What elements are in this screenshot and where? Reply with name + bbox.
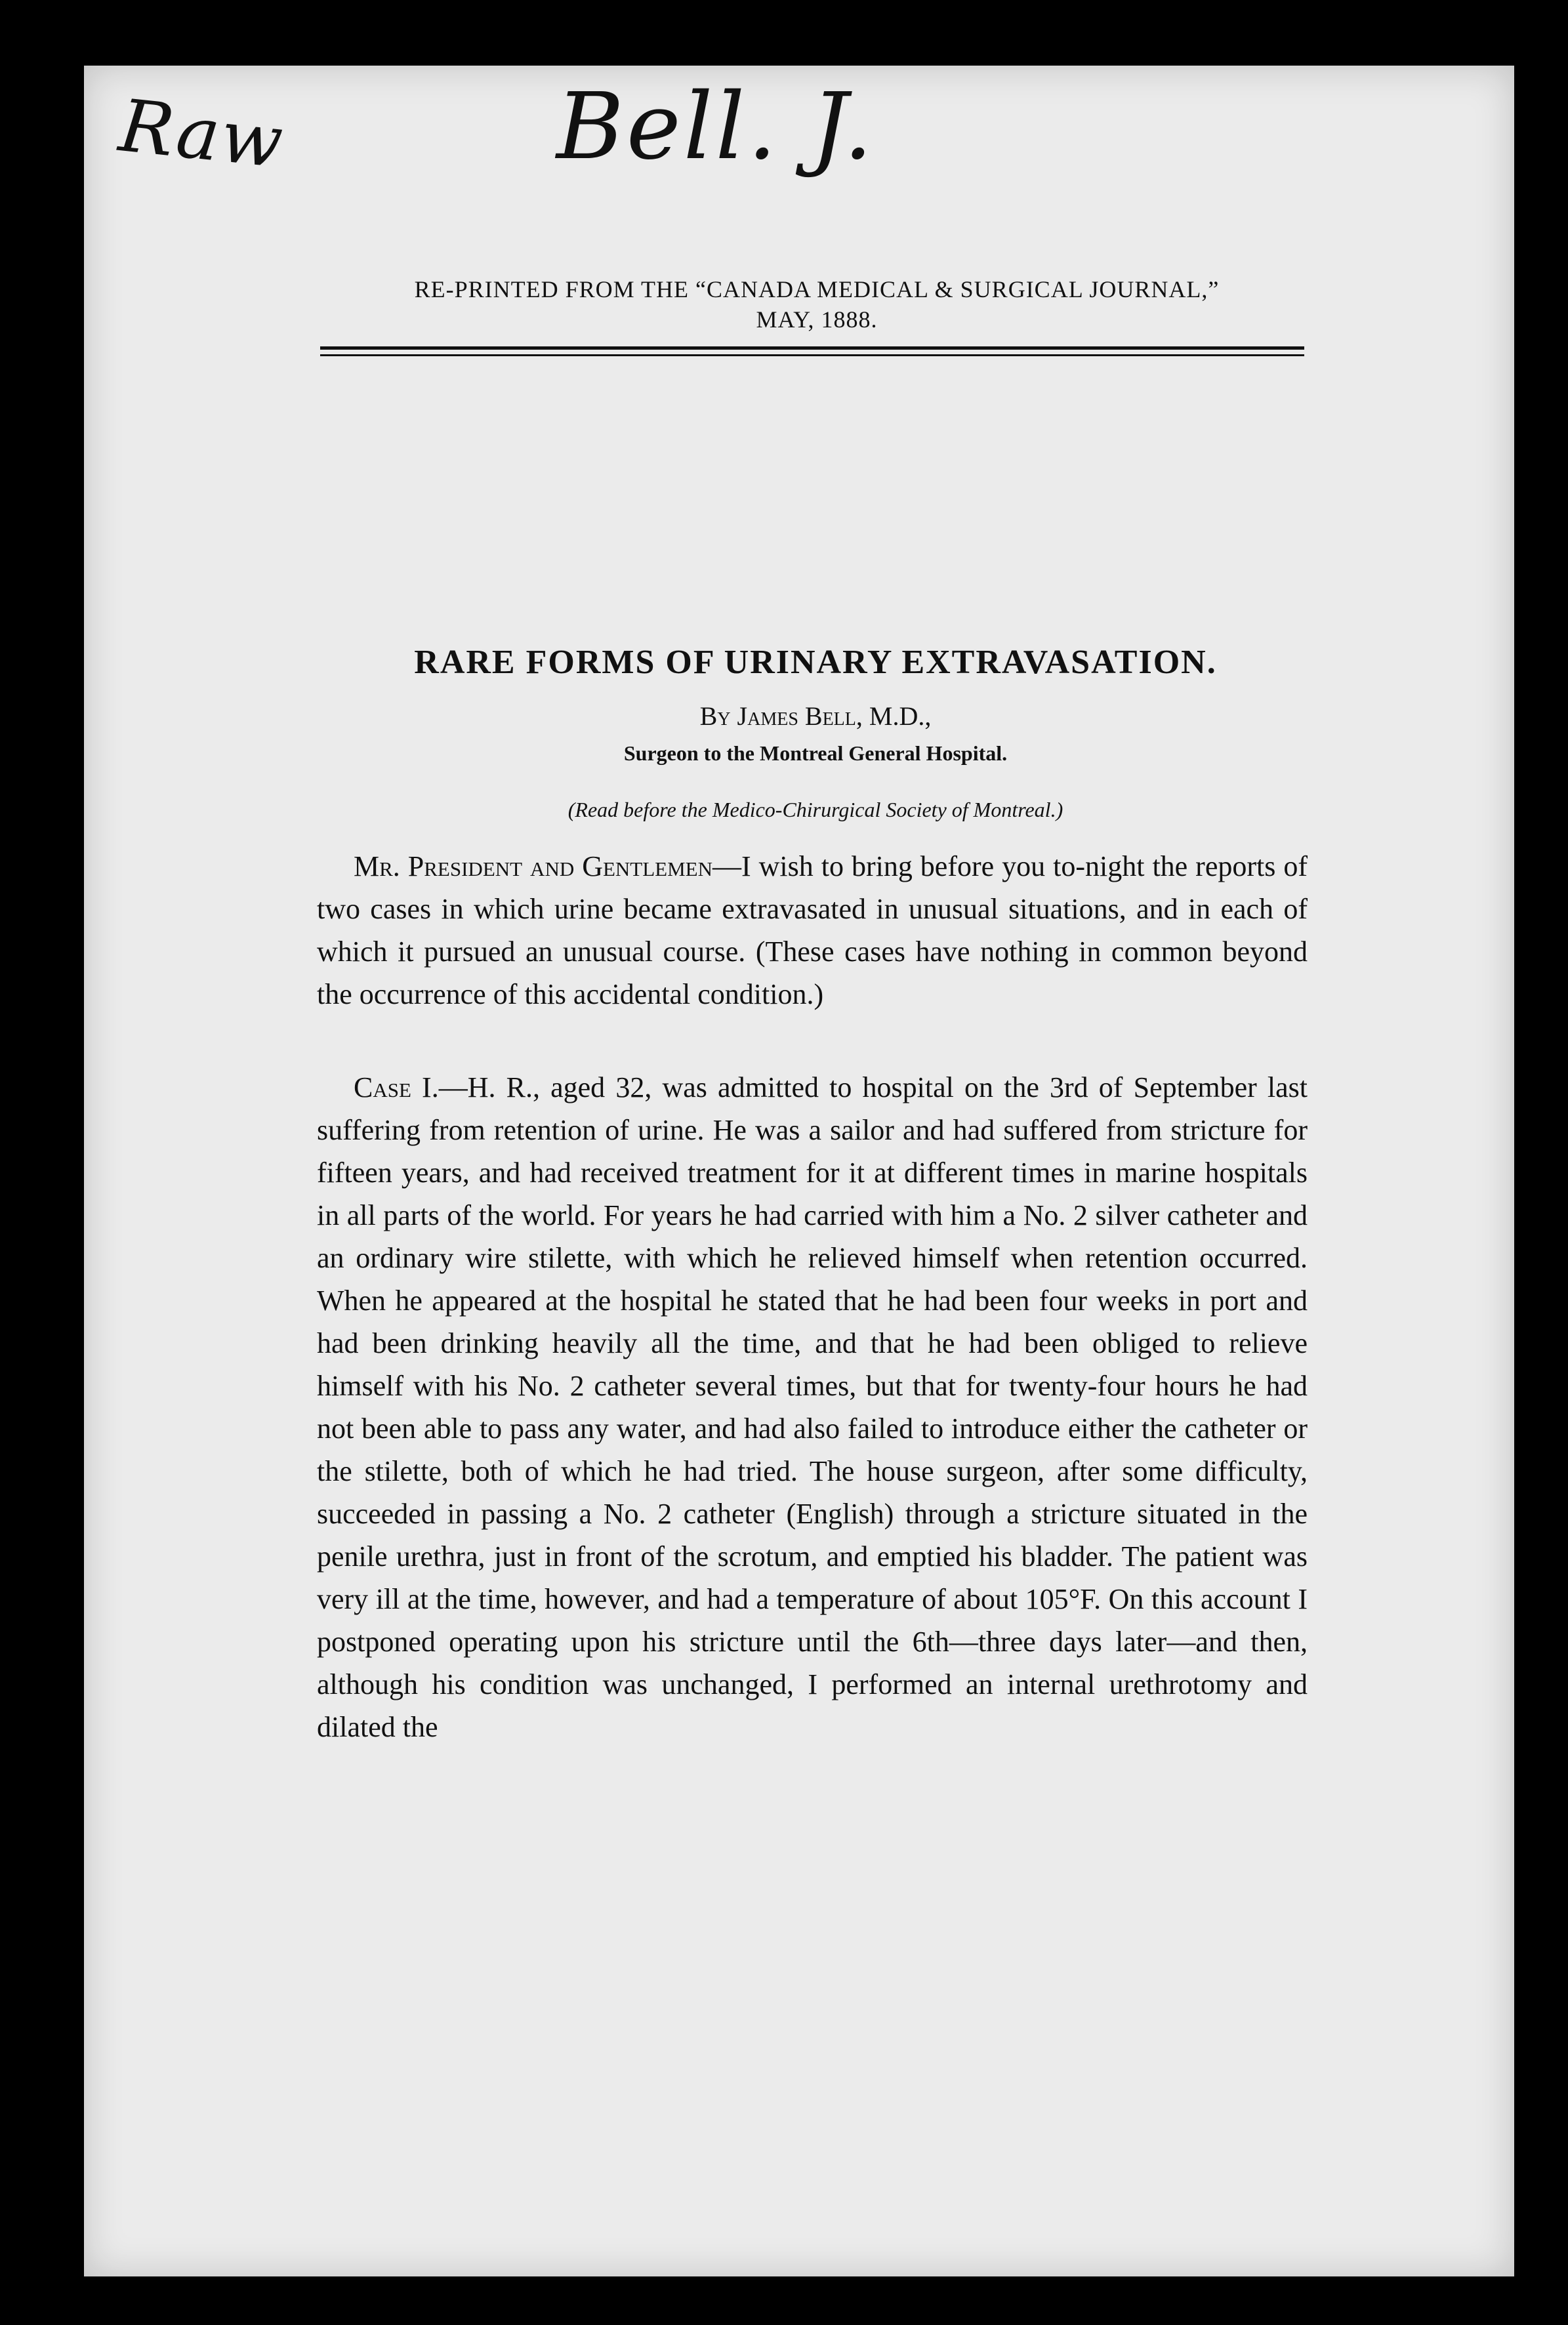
- paragraph-case-one: [317, 1066, 1308, 1748]
- paragraph-introduction-text: —I wish to bring before you to-night the reports of two cases in which urine became extravasated in unusual situations, and in each of which it pursued an unusual course. (These cases have nothing in common beyond the occurrence of this accidental condition.): [317, 850, 1308, 1010]
- reprint-date-line: MAY, 1888.: [756, 306, 878, 333]
- read-before-note: (Read before the Medico-Chirurgical Society of Montreal.): [567, 798, 1063, 821]
- salutation: Mr. President and Gentlemen: [354, 850, 712, 882]
- handwritten-annotation-left: Raw: [115, 83, 289, 184]
- header-rule-thin: [320, 354, 1304, 356]
- article-title: RARE FORMS OF URINARY EXTRAVASATION.: [414, 644, 1217, 681]
- document-page: [84, 66, 1514, 2276]
- author-affiliation: Surgeon to the Montreal General Hospital.: [623, 741, 1008, 765]
- case-heading: Case I.: [354, 1071, 439, 1103]
- paragraph-introduction: [317, 845, 1308, 1016]
- reprint-notice: [315, 274, 1319, 335]
- article-byline: By James Bell, M.D.,: [699, 701, 932, 731]
- handwritten-annotation-author: Bell. J.: [556, 73, 876, 180]
- paragraph-case-one-text: —H. R., aged 32, was admitted to hospital on the 3rd of September last suffering from retention of urine. He was a sailor and had suffered from stricture for fifteen years, and had received treatment for it at different times in marine hospitals in all parts of the world. For years he had carried with him a No. 2 silver catheter and an ordinary wire stilette, with which he relieved himself when retention occurred. When he appeared at the hospital he stated that he had been four weeks in port and had been drinking heavily all the time, and that he had been obliged to relieve himself with his No. 2 catheter several times, but that for twenty-four hours he had not been able to pass any water, and had also failed to introduce either the catheter or the stilette, both of which he had tried. The house surgeon, after some difficulty, succeeded in passing a No. 2 catheter (English) through a stricture situated in the penile urethra, just in front of the scrotum, and emptied his bladder. The patient was very ill at the time, however, and had a temperature of about 105°F. On this account I postponed operating upon his stricture until the 6th—three days later—and then, although his condition was unchanged, I performed an internal urethrotomy and dilated the: [317, 1071, 1308, 1743]
- header-rule-thick: [320, 346, 1304, 350]
- reprint-source-line: RE-PRINTED FROM THE “CANADA MEDICAL & SURGICAL JOURNAL,”: [414, 276, 1220, 302]
